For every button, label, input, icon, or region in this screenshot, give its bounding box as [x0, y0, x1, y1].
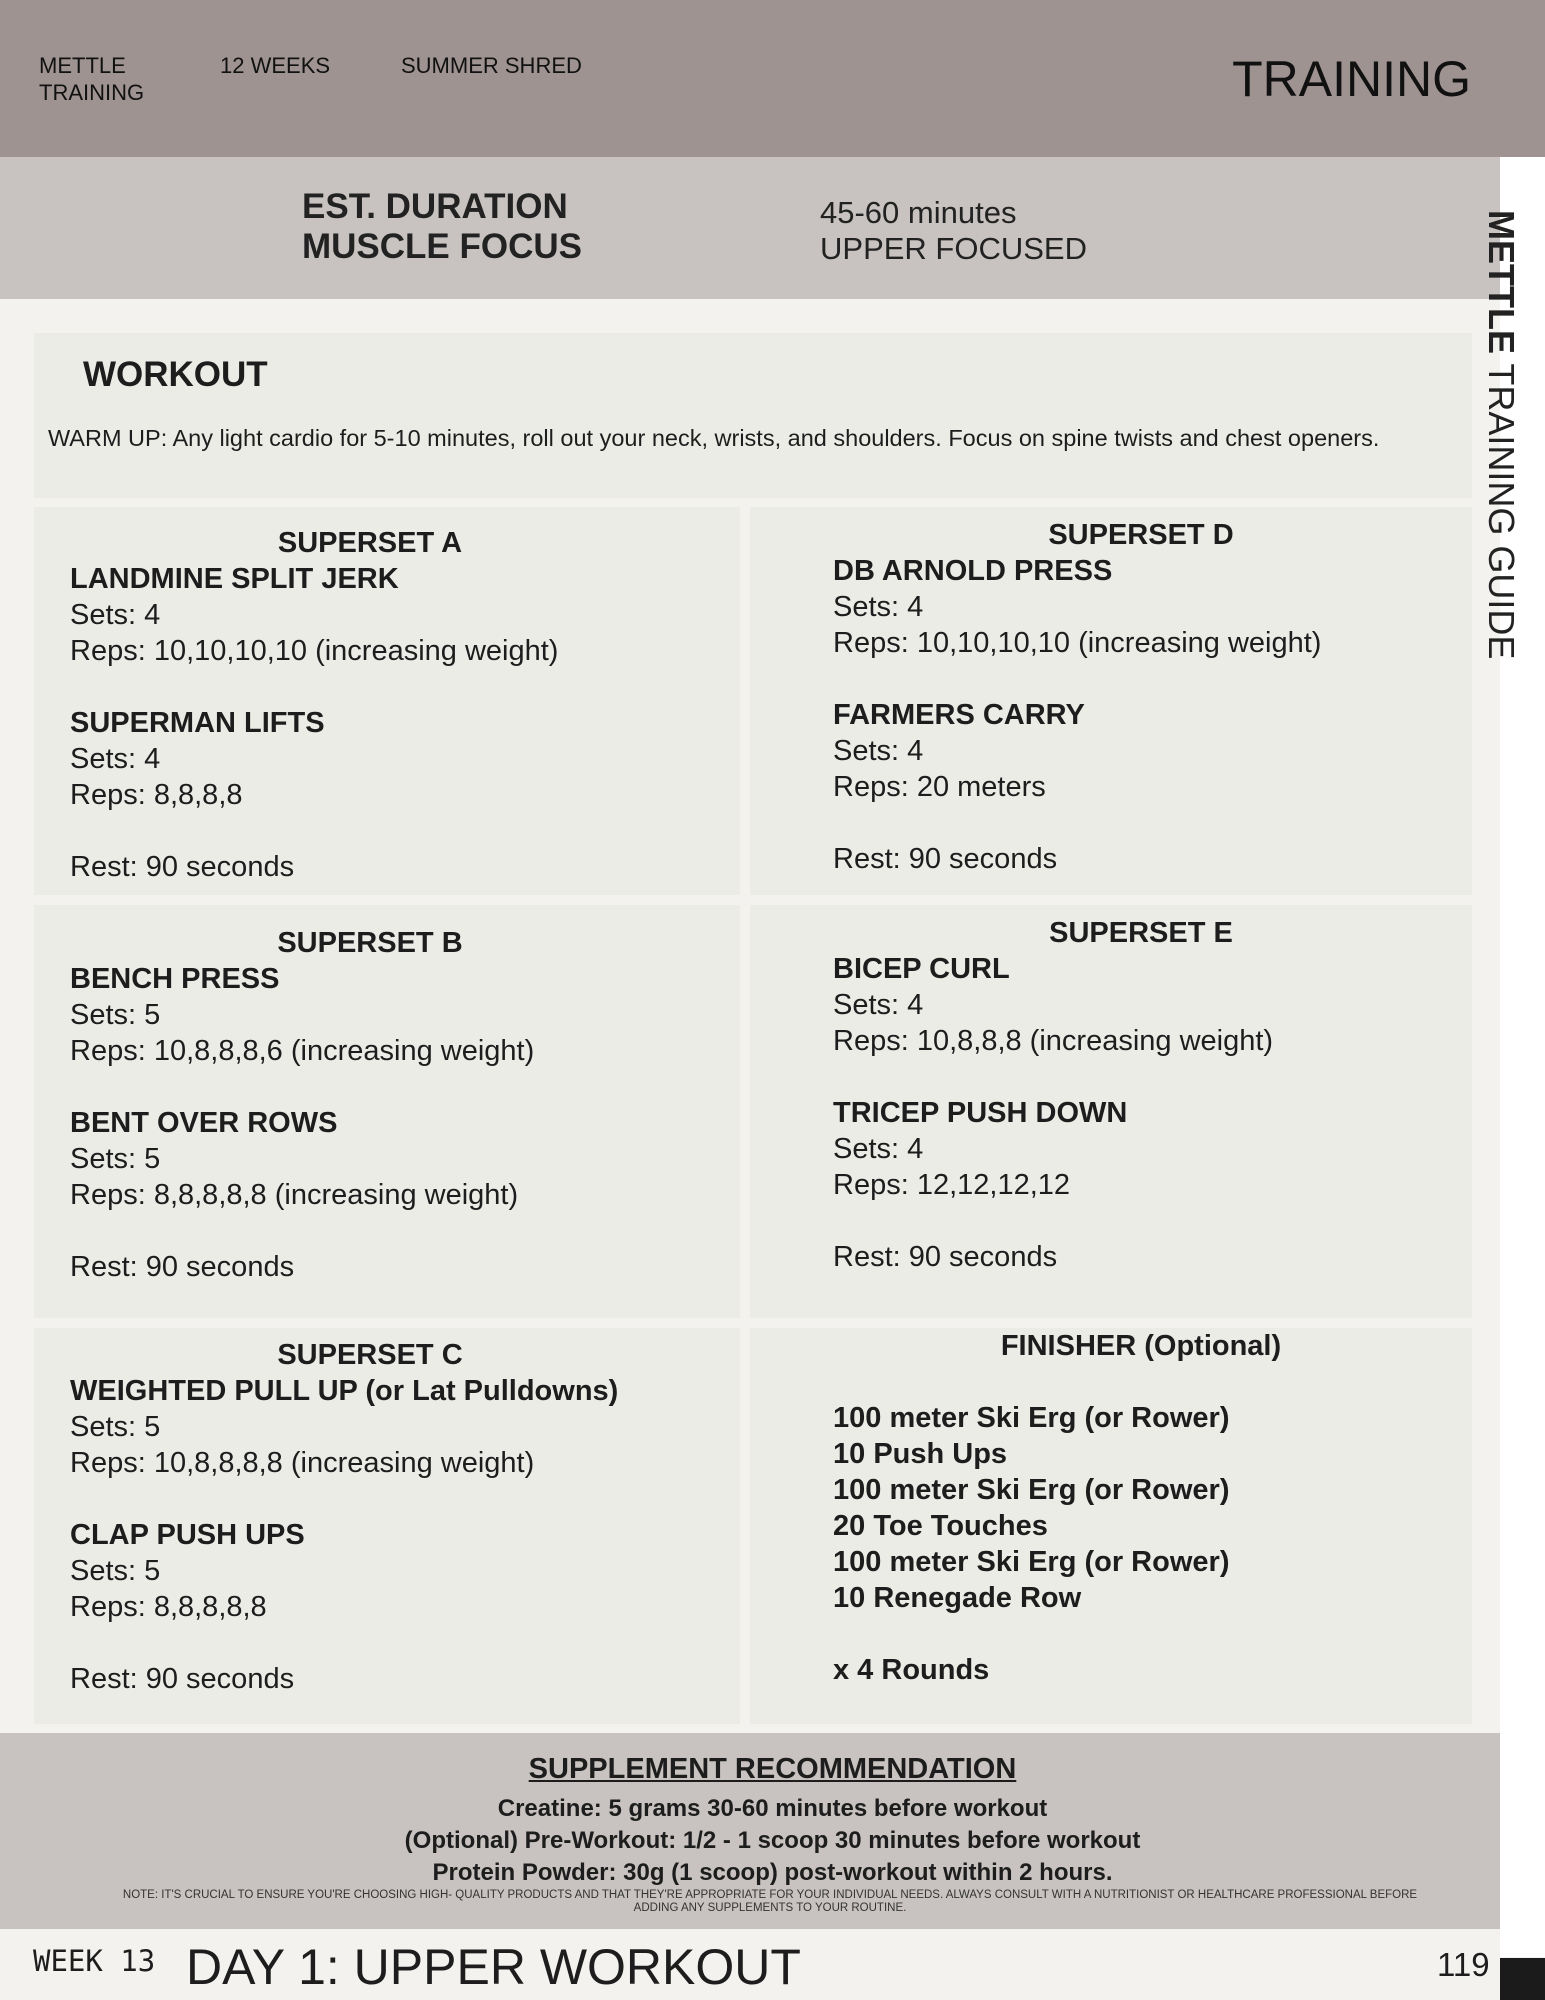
corner-marker: [1500, 1958, 1545, 2000]
superset-a-title: SUPERSET A: [277, 527, 463, 559]
supplement-section: [0, 1733, 1500, 1929]
workout-info-band: [0, 157, 1500, 299]
supplement-preworkout: (Optional) Pre-Workout: 1/2 - 1 scoop 30 minutes before workout: [404, 1827, 1141, 1854]
rest-time: Rest: 90 seconds: [70, 851, 295, 883]
superset-b-title: SUPERSET B: [277, 927, 463, 959]
rest-time: Rest: 90 seconds: [70, 1663, 295, 1695]
finisher-title: FINISHER (Optional): [1000, 1330, 1282, 1362]
day-title: DAY 1: UPPER WORKOUT: [186, 1939, 801, 1995]
rest-time: Rest: 90 seconds: [70, 1251, 295, 1283]
superset-b-card: [34, 905, 740, 1318]
exercise-reps: Reps: 10,8,8,8,8 (increasing weight): [70, 1447, 535, 1479]
superset-e-card: [750, 905, 1472, 1318]
program-name: SUMMER SHRED: [401, 53, 582, 78]
exercise-name: BENT OVER ROWS: [70, 1107, 338, 1139]
warmup-text: WARM UP: Any light cardio for 5-10 minutes, roll out your neck, wrists, and shoulders. Focus on spine twists and chest openers.: [48, 425, 1380, 451]
superset-d-title: SUPERSET D: [1048, 519, 1234, 551]
exercise-sets: Sets: 5: [70, 1143, 161, 1175]
finisher-item: 100 meter Ski Erg (or Rower): [833, 1474, 1230, 1506]
exercise-sets: Sets: 4: [833, 989, 924, 1021]
exercise-name: SUPERMAN LIFTS: [70, 707, 325, 739]
finisher-item: 100 meter Ski Erg (or Rower): [833, 1402, 1230, 1434]
exercise-reps: Reps: 10,10,10,10 (increasing weight): [833, 627, 1322, 659]
exercise-reps: Reps: 8,8,8,8,8: [70, 1591, 267, 1623]
supplement-title: SUPPLEMENT RECOMMENDATION: [528, 1753, 1017, 1785]
finisher-item: 10 Push Ups: [833, 1438, 1008, 1470]
superset-a-card: [34, 507, 740, 895]
finisher-card: [750, 1328, 1472, 1724]
side-guide-label: [1480, 210, 1522, 659]
focus-value: UPPER FOCUSED: [820, 231, 1087, 266]
exercise-reps: Reps: 20 meters: [833, 771, 1046, 803]
finisher-item: 100 meter Ski Erg (or Rower): [833, 1546, 1230, 1578]
side-guide-rest: TRAINING GUIDE: [1481, 353, 1522, 660]
exercise-sets: Sets: 5: [70, 1411, 161, 1443]
exercise-reps: Reps: 12,12,12,12: [833, 1169, 1071, 1201]
exercise-sets: Sets: 4: [833, 735, 924, 767]
finisher-item: 20 Toe Touches: [833, 1510, 1048, 1542]
side-guide-brand: METTLE: [1481, 210, 1522, 354]
supplement-note: NOTE: IT'S CRUCIAL TO ENSURE YOU'RE CHOOSING HIGH- QUALITY PRODUCTS AND THAT THEY'RE APPROPRIATE FOR YOUR INDIVIDUAL NEEDS. ALWAYS CONSULT WITH A NUTRITIONIST OR HEALTHCARE PROFESSIONAL BEFORE ADDING ANY SUPPLEMENTS TO YOUR ROUTINE.: [122, 1889, 1418, 1914]
exercise-reps: Reps: 8,8,8,8,8 (increasing weight): [70, 1179, 519, 1211]
finisher-rounds: x 4 Rounds: [833, 1654, 990, 1686]
exercise-reps: Reps: 10,8,8,8 (increasing weight): [833, 1025, 1274, 1057]
workout-intro: [34, 333, 1472, 498]
focus-label: MUSCLE FOCUS: [302, 227, 582, 266]
exercise-sets: Sets: 5: [70, 1555, 161, 1587]
exercise-name: DB ARNOLD PRESS: [833, 555, 1113, 587]
exercise-name: LANDMINE SPLIT JERK: [70, 563, 399, 595]
superset-d-card: [750, 507, 1472, 895]
exercise-sets: Sets: 4: [70, 743, 161, 775]
supplement-creatine: Creatine: 5 grams 30-60 minutes before workout: [497, 1795, 1048, 1822]
exercise-sets: Sets: 4: [833, 591, 924, 623]
info-labels: [302, 187, 582, 267]
exercise-name: BENCH PRESS: [70, 963, 280, 995]
header-band: [0, 0, 1545, 157]
supplement-protein: Protein Powder: 30g (1 scoop) post-workout within 2 hours.: [432, 1859, 1113, 1886]
brand-name: METTLE TRAINING: [39, 53, 145, 105]
info-values: [820, 195, 1087, 267]
duration-label: EST. DURATION: [302, 187, 568, 226]
workout-title: WORKOUT: [83, 355, 268, 394]
exercise-name: BICEP CURL: [833, 953, 1010, 985]
rest-time: Rest: 90 seconds: [833, 843, 1058, 875]
superset-c-title: SUPERSET C: [277, 1339, 463, 1371]
program-length: 12 WEEKS: [220, 53, 331, 78]
exercise-sets: Sets: 4: [70, 599, 161, 631]
exercise-reps: Reps: 8,8,8,8: [70, 779, 243, 811]
superset-e-title: SUPERSET E: [1049, 917, 1233, 949]
duration-value: 45-60 minutes: [820, 195, 1017, 230]
exercise-reps: Reps: 10,8,8,8,6 (increasing weight): [70, 1035, 535, 1067]
exercise-reps: Reps: 10,10,10,10 (increasing weight): [70, 635, 559, 667]
exercise-name: WEIGHTED PULL UP (or Lat Pulldowns): [70, 1375, 619, 1407]
page-number: 119: [1437, 1946, 1490, 1983]
exercise-name: FARMERS CARRY: [833, 699, 1085, 731]
exercise-sets: Sets: 5: [70, 999, 161, 1031]
superset-c-card: [34, 1328, 740, 1724]
section-title: TRAINING: [1232, 51, 1471, 107]
finisher-item: 10 Renegade Row: [833, 1582, 1082, 1614]
exercise-sets: Sets: 4: [833, 1133, 924, 1165]
rest-time: Rest: 90 seconds: [833, 1241, 1058, 1273]
exercise-name: TRICEP PUSH DOWN: [833, 1097, 1128, 1129]
exercise-name: CLAP PUSH UPS: [70, 1519, 305, 1551]
week-label: WEEK 13: [33, 1944, 156, 1978]
